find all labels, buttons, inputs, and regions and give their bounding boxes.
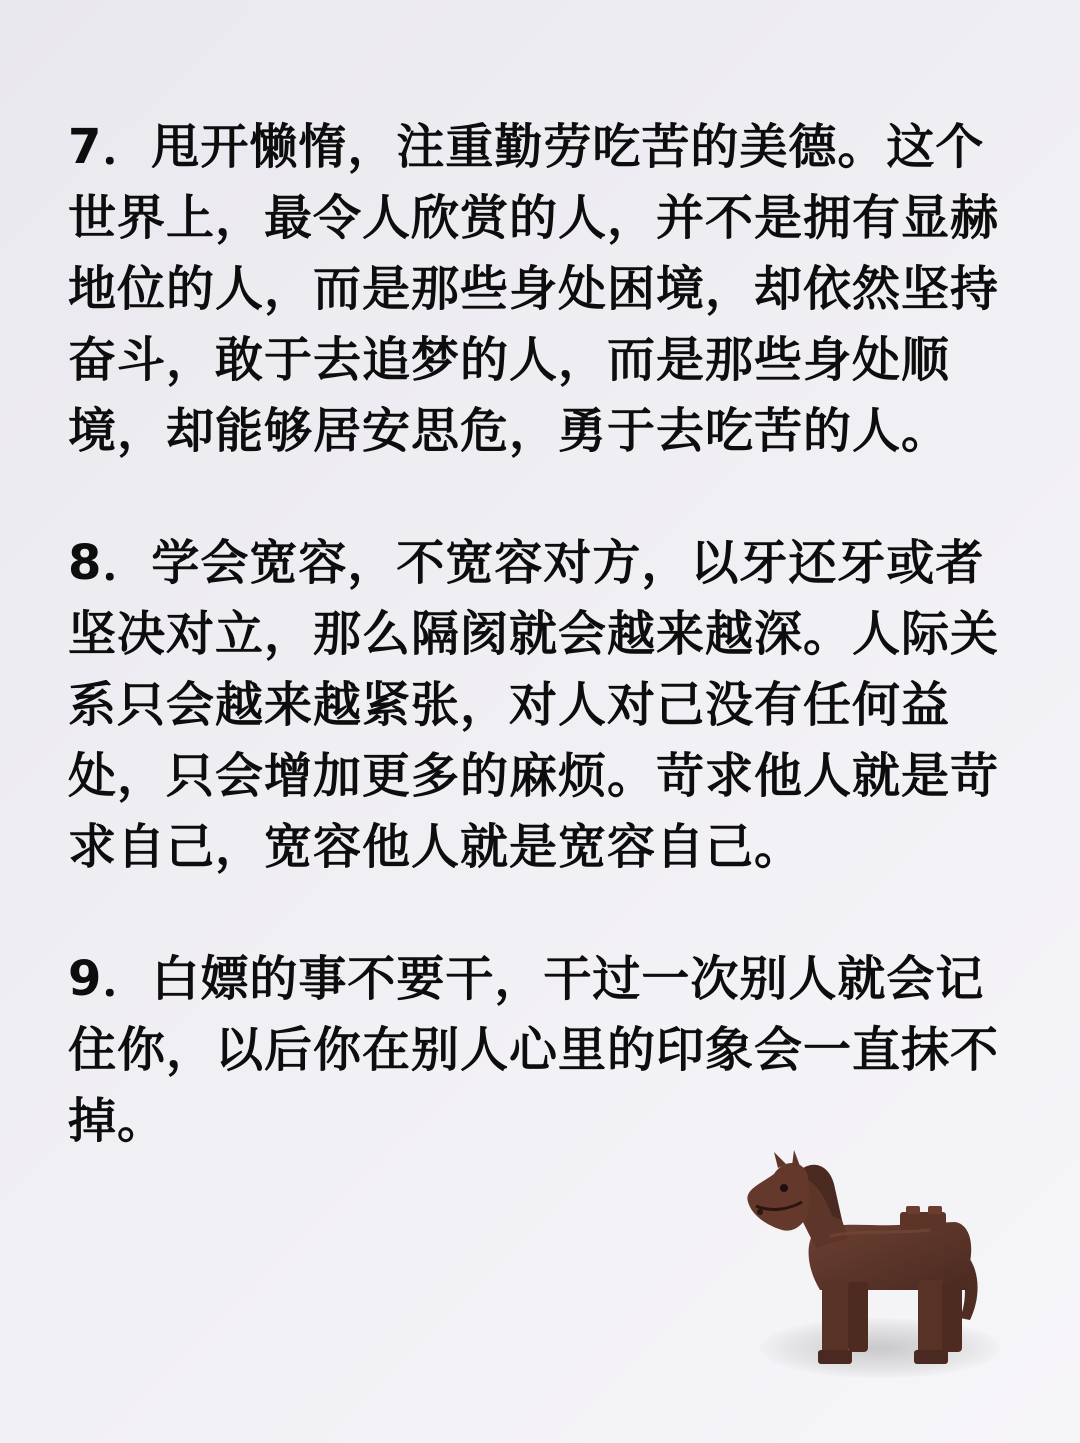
toy-horse-icon (730, 1150, 990, 1380)
paragraph-7: 7．甩开懒惰，注重勤劳吃苦的美德。这个 世界上，最令人欣赏的人，并不是拥有显赫 地位的人，而是那些身处困境，却依然坚持 奋斗，敢于去追梦的人，而是那些身处顺 境，却能够居安思危，勇于去吃苦的人。 (68, 119, 1000, 459)
paragraph-8: 8．学会宽容，不宽容对方，以牙还牙或者 坚决对立，那么隔阂就会越来越深。人际关 系只会越来越紧张，对人对己没有任何益 处，只会增加更多的麻烦。苛求他人就是苛 求自己，宽容他人就是宽容自己。 (68, 535, 1000, 875)
paragraph-9: 9．白嫖的事不要干，干过一次别人就会记 住你，以后你在别人心里的印象会一直抹不 掉。 (68, 951, 1000, 1149)
